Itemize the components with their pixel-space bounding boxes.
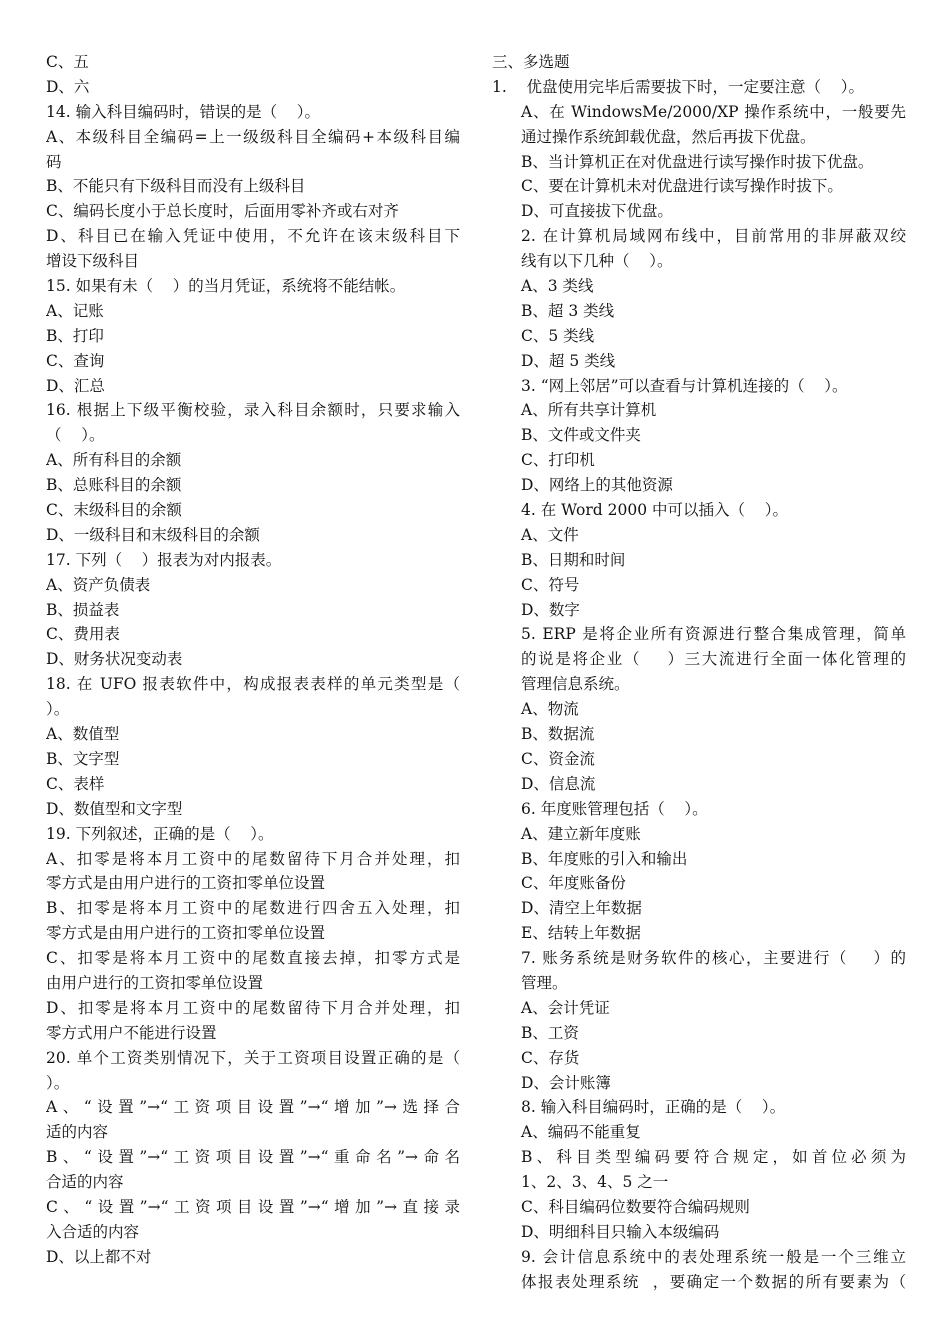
text-line: B、工资 — [521, 1023, 579, 1042]
text-line: 17. 下列（ ）报表为对内报表。 — [46, 550, 282, 569]
text-line: C、资金流 — [521, 749, 595, 768]
text-line: 零方式是由用户进行的工资扣零单位设置 — [46, 874, 326, 893]
text-line: B、不能只有下级科目而没有上级科目 — [46, 177, 306, 196]
text-line: E、结转上年数据 — [521, 924, 641, 943]
text-line: B、文字型 — [46, 749, 120, 768]
text-line: 的说是将企业（ ）三大流进行全面一体化管理的 — [521, 650, 906, 669]
text-line: 零方式用户不能进行设置 — [46, 1023, 217, 1042]
text-line: 由用户进行的工资扣零单位设置 — [46, 973, 264, 992]
text-line: 码 — [46, 152, 62, 171]
text-line: B、数据流 — [521, 725, 595, 744]
text-line: 9. 会计信息系统中的表处理系统一般是一个三维立 — [521, 1247, 906, 1266]
text-line: D、会计账簿 — [521, 1073, 611, 1092]
text-line: D、数值型和文字型 — [46, 799, 183, 818]
text-line: C、要在计算机未对优盘进行读写操作时拔下。 — [521, 177, 843, 196]
text-line: 适的内容 — [46, 1123, 109, 1142]
text-line: 体报表处理系统 ，要确定一个数据的所有要素为（ — [521, 1272, 906, 1291]
text-line: B、扣零是将本月工资中的尾数进行四舍五入处理，扣 — [46, 899, 460, 918]
text-line: C、编码长度小于总长度时，后面用零补齐或右对齐 — [46, 202, 399, 221]
text-line: 8. 输入科目编码时，正确的是（ ）。 — [521, 1098, 786, 1117]
text-line: 14. 输入科目编码时，错误的是（ ）。 — [46, 102, 321, 121]
text-line: C、表样 — [46, 774, 105, 793]
text-line: 7. 账务系统是财务软件的核心，主要进行（ ）的 — [521, 949, 906, 968]
text-line: D、以上都不对 — [46, 1247, 152, 1266]
text-line: 三、多选题 — [492, 53, 570, 71]
text-line: D、清空上年数据 — [521, 899, 642, 918]
text-line: D、可直接拔下优盘。 — [521, 202, 673, 221]
text-line: B、年度账的引入和输出 — [521, 849, 688, 868]
text-line: A、记账 — [46, 301, 104, 320]
text-line: A、文件 — [521, 525, 579, 544]
text-line: A、编码不能重复 — [521, 1123, 641, 1142]
right-column — [492, 50, 906, 1295]
text-line: ）。 — [46, 700, 70, 719]
text-line: 入合适的内容 — [46, 1222, 140, 1241]
text-line: 1、2、3、4、5 之一 — [521, 1173, 669, 1192]
text-line: 线有以下几种（ ）。 — [521, 252, 673, 271]
text-line: 增设下级科目 — [46, 252, 140, 271]
text-line: D、网络上的其他资源 — [521, 476, 673, 495]
text-line: C、扣零是将本月工资中的尾数直接去掉，扣零方式是 — [46, 949, 460, 968]
text-line: 5. ERP 是将企业所有资源进行整合集成管理，简单 — [521, 625, 906, 644]
text-line: 通过操作系统卸载优盘，然后再拔下优盘。 — [521, 127, 816, 146]
text-line: A、所有共享计算机 — [521, 401, 657, 420]
text-line: 20. 单个工资类别情况下，关于工资项目设置正确的是（ — [46, 1048, 460, 1067]
text-line: C、符号 — [521, 575, 580, 594]
text-line: A、会计凭证 — [521, 998, 610, 1017]
text-line: A、扣零是将本月工资中的尾数留待下月合并处理，扣 — [46, 849, 460, 868]
text-line: 19. 下列叙述，正确的是（ ）。 — [46, 824, 274, 843]
text-line: D、财务状况变动表 — [46, 650, 183, 669]
text-line: （ ）。 — [46, 426, 105, 445]
text-line: ）。 — [46, 1073, 70, 1092]
text-line: 4. 在 Word 2000 中可以插入（ ）。 — [521, 501, 788, 520]
text-line: C、“设置”→“工资项目设置”→“增加”→直接录 — [46, 1197, 460, 1216]
text-line: C、存货 — [521, 1048, 580, 1067]
text-line: B、文件或文件夹 — [521, 426, 641, 445]
text-line: D、六 — [46, 77, 90, 96]
text-line: 合适的内容 — [46, 1173, 124, 1192]
text-line: 零方式是由用户进行的工资扣零单位设置 — [46, 924, 326, 943]
text-line: A、资产负债表 — [46, 575, 151, 594]
text-line: B、总账科目的余额 — [46, 476, 182, 495]
text-line: C、年度账备份 — [521, 874, 626, 893]
text-line: C、科目编码位数要符合编码规则 — [521, 1197, 750, 1216]
text-line: C、费用表 — [46, 625, 120, 644]
text-line: 18. 在 UFO 报表软件中，构成报表表样的单元类型是（ — [46, 675, 460, 694]
text-line: D、一级科目和末级科目的余额 — [46, 525, 260, 544]
text-line: B、损益表 — [46, 600, 120, 619]
text-line: 管理信息系统。 — [521, 675, 630, 694]
text-line: A、在 WindowsMe/2000/XP 操作系统中，一般要先 — [521, 102, 906, 121]
text-line: B、当计算机正在对优盘进行读写操作时拔下优盘。 — [521, 152, 874, 171]
text-line: C、5 类线 — [521, 326, 595, 345]
text-line: D、汇总 — [46, 376, 105, 395]
text-line: C、末级科目的余额 — [46, 501, 182, 520]
text-line: A、“设置”→“工资项目设置”→“增加”→选择合 — [46, 1098, 460, 1117]
text-line: A、所有科目的余额 — [46, 451, 182, 470]
text-line: B、超 3 类线 — [521, 301, 615, 320]
text-line: D、超 5 类线 — [521, 351, 616, 370]
text-line: C、打印机 — [521, 451, 595, 470]
text-line: 15. 如果有未（ ）的当月凭证，系统将不能结帐。 — [46, 277, 406, 296]
text-line: 3. “网上邻居”可以查看与计算机连接的（ ）。 — [521, 376, 848, 395]
text-line: C、五 — [46, 53, 89, 71]
text-line: D、扣零是将本月工资中的尾数留待下月合并处理，扣 — [46, 998, 460, 1017]
text-line: D、数字 — [521, 600, 580, 619]
left-column — [46, 50, 460, 1270]
text-line: A、数值型 — [46, 725, 120, 744]
text-line: 管理。 — [521, 973, 568, 992]
text-line: B、科目类型编码要符合规定，如首位必须为 — [521, 1148, 906, 1167]
text-line: 1. 优盘使用完毕后需要拔下时，一定要注意（ ）。 — [492, 77, 864, 96]
text-line: C、查询 — [46, 351, 105, 370]
text-line: D、科目已在输入凭证中使用，不允许在该末级科目下 — [46, 227, 460, 246]
text-line: A、3 类线 — [521, 277, 594, 296]
text-line: A、建立新年度账 — [521, 824, 641, 843]
text-line: 6. 年度账管理包括（ ）。 — [521, 799, 708, 818]
text-line: A、本级科目全编码=上一级级科目全编码+本级科目编 — [46, 127, 460, 146]
text-line: A、物流 — [521, 700, 579, 719]
text-line: 16. 根据上下级平衡校验，录入科目余额时，只要求输入 — [46, 401, 460, 420]
text-line: B、打印 — [46, 326, 104, 345]
text-line: D、信息流 — [521, 774, 596, 793]
text-line: B、日期和时间 — [521, 550, 626, 569]
text-line: B、“设置”→“工资项目设置”→“重命名”→命名 — [46, 1148, 460, 1167]
text-line: D、明细科目只输入本级编码 — [521, 1222, 720, 1241]
text-line: 2. 在计算机局域网布线中，目前常用的非屏蔽双绞 — [521, 227, 906, 246]
